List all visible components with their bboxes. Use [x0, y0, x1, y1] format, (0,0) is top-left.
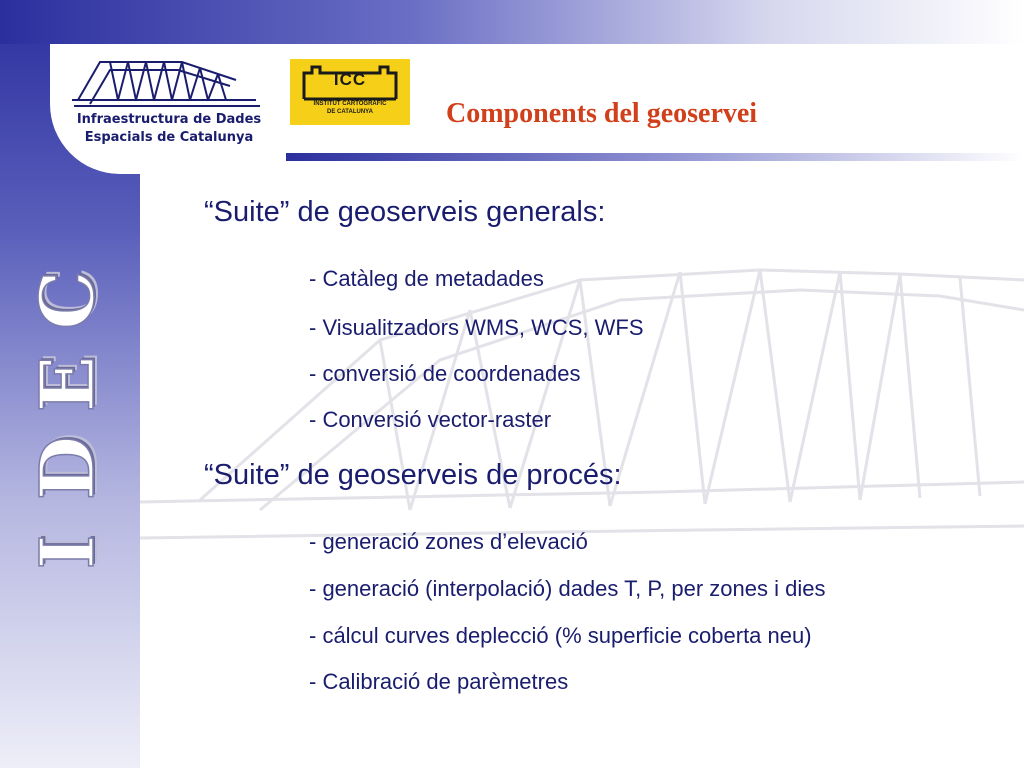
list-item: - Calibració de parèmetres	[309, 669, 569, 694]
header-divider	[286, 153, 1024, 161]
list-item: - generació (interpolació) dades T, P, per zones i dies	[309, 576, 826, 601]
sidebar-letter: I	[25, 534, 111, 570]
list-item: - generació zones d’elevació	[309, 529, 588, 554]
list-item: - conversió de coordenades	[309, 361, 581, 386]
slide-title: Components del geoservei	[446, 98, 758, 129]
list-item: - Visualitzadors WMS, WCS, WFS	[309, 315, 644, 340]
sidebar-vertical-letters	[18, 258, 118, 594]
list-item: - Catàleg de metadades	[309, 266, 544, 291]
icc-logo-sub1: INSTITUT CARTOGRÀFIC	[313, 101, 387, 107]
icc-castle-icon	[290, 59, 410, 125]
icc-logo-word: ICC	[333, 70, 367, 89]
section-heading-proces: “Suite” de geoserveis de procés:	[204, 459, 622, 491]
sidebar-letter: C	[25, 270, 111, 330]
section-heading-generals: “Suite” de geoserveis generals:	[204, 196, 606, 228]
sidebar-letter: D	[25, 435, 111, 501]
list-item: - Conversió vector-raster	[309, 407, 552, 432]
sidebar-letter: E	[25, 355, 111, 413]
icc-logo	[290, 59, 410, 125]
org-logo-line1: Infraestructura de Dades	[76, 112, 262, 127]
org-logo-line2: Espacials de Catalunya	[84, 130, 254, 145]
list-item: - cálcul curves deplecció (% superficie coberta neu)	[309, 623, 812, 648]
icc-logo-sub2: DE CATALUNYA	[327, 109, 373, 115]
top-gradient-band	[0, 0, 1024, 44]
